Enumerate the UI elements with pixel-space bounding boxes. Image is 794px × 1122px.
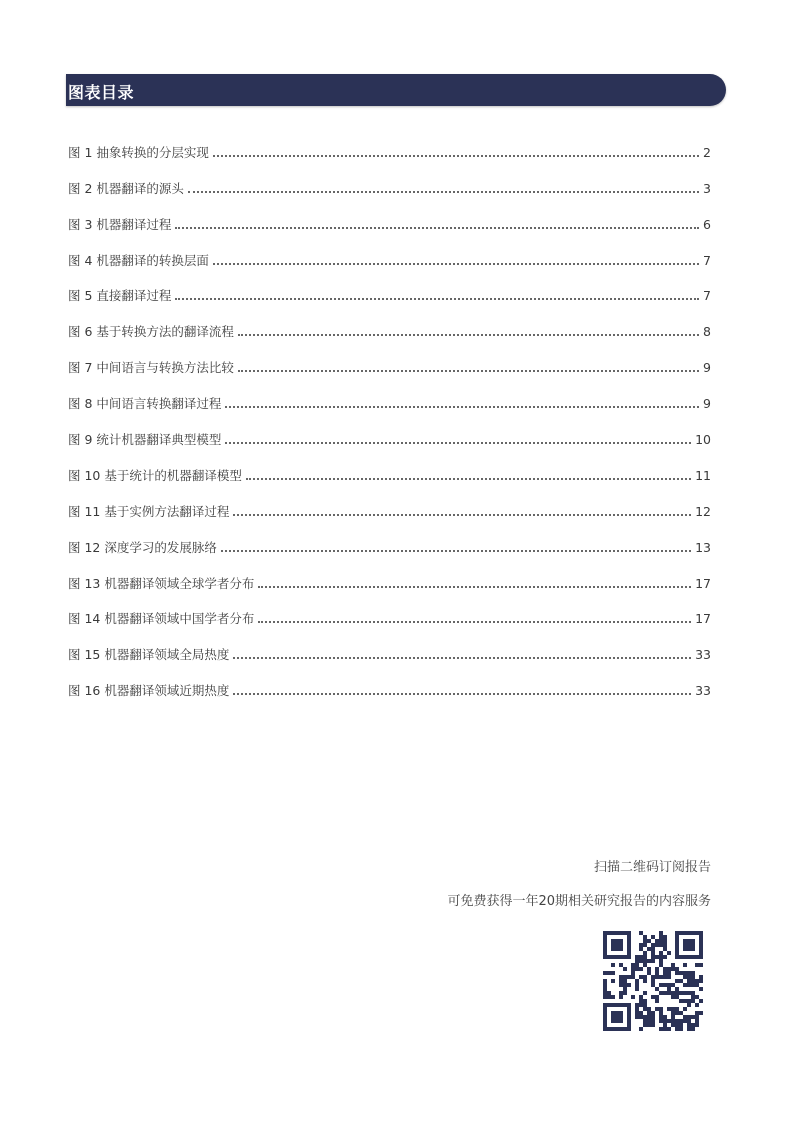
dot-leader [188, 191, 699, 193]
section-header-bar [66, 74, 726, 106]
toc-entry-page: 6 [703, 216, 711, 232]
toc-entry-page: 17 [695, 575, 711, 591]
toc-entry[interactable] [68, 272, 711, 308]
toc-entry[interactable] [68, 343, 711, 379]
toc-entry-label: 图 3 机器翻译过程 [68, 216, 172, 232]
toc-entry-page: 11 [695, 467, 711, 483]
toc-entry[interactable] [68, 559, 711, 595]
subscribe-benefit: 可免费获得一年20期相关研究报告的内容服务 [447, 894, 711, 909]
toc-entry-page: 3 [703, 180, 711, 196]
dot-leader [246, 478, 691, 480]
toc-entry-page: 17 [695, 611, 711, 627]
dot-leader [258, 586, 691, 588]
toc-entry-page: 8 [703, 324, 711, 340]
toc-entry-label: 图 1 抽象转换的分层实现 [68, 144, 209, 160]
toc-entry-label: 图 15 机器翻译领域全局热度 [68, 647, 230, 663]
toc-entry-label: 图 16 机器翻译领域近期热度 [68, 683, 230, 699]
toc-entry[interactable] [68, 200, 711, 236]
toc-entry[interactable] [68, 236, 711, 272]
toc-entry-label: 图 9 统计机器翻译典型模型 [68, 432, 222, 448]
dot-leader [258, 621, 691, 623]
toc-entry-page: 13 [695, 539, 711, 555]
toc-entry-page: 12 [695, 503, 711, 519]
dot-leader [233, 693, 691, 695]
dot-leader [225, 442, 691, 444]
toc-entry-page: 10 [695, 432, 711, 448]
toc-entry[interactable] [68, 666, 711, 702]
toc-entry[interactable] [68, 379, 711, 415]
toc-entry-page: 9 [703, 396, 711, 412]
dot-leader [213, 263, 699, 265]
dot-leader [225, 406, 699, 408]
toc-entry[interactable] [68, 523, 711, 559]
toc-entry-label: 图 6 基于转换方法的翻译流程 [68, 324, 234, 340]
toc-entry[interactable] [68, 630, 711, 666]
toc-entry[interactable] [68, 451, 711, 487]
toc-entry-label: 图 12 深度学习的发展脉络 [68, 539, 217, 555]
dot-leader [213, 155, 699, 157]
toc-entry[interactable] [68, 307, 711, 343]
toc-entry[interactable] [68, 595, 711, 631]
toc-entry-label: 图 13 机器翻译领域全球学者分布 [68, 575, 255, 591]
toc-entry-page: 9 [703, 360, 711, 376]
toc-entry-page: 7 [703, 252, 711, 268]
toc-entry-page: 33 [695, 647, 711, 663]
dot-leader [233, 514, 691, 516]
dot-leader [175, 298, 699, 300]
toc-entry[interactable] [68, 415, 711, 451]
toc-entry-label: 图 10 基于统计的机器翻译模型 [68, 467, 242, 483]
dot-leader [238, 370, 699, 372]
toc-entry[interactable] [68, 164, 711, 200]
toc-entry[interactable] [68, 128, 711, 164]
toc-entry-label: 图 2 机器翻译的源头 [68, 180, 184, 196]
toc-entry-label: 图 11 基于实例方法翻译过程 [68, 503, 230, 519]
dot-leader [238, 334, 699, 336]
toc-entry-page: 2 [703, 144, 711, 160]
dot-leader [175, 227, 699, 229]
toc-entry-label: 图 8 中间语言转换翻译过程 [68, 396, 222, 412]
toc-entry-label: 图 7 中间语言与转换方法比较 [68, 360, 234, 376]
dot-leader [233, 657, 691, 659]
subscribe-prompt: 扫描二维码订阅报告 [593, 860, 711, 875]
figure-index-list [68, 128, 711, 702]
toc-entry-label: 图 14 机器翻译领域中国学者分布 [68, 611, 255, 627]
toc-entry-page: 7 [703, 288, 711, 304]
dot-leader [221, 550, 691, 552]
toc-entry-page: 33 [695, 683, 711, 699]
toc-entry-label: 图 5 直接翻译过程 [68, 288, 172, 304]
qr-code-icon [603, 931, 703, 1031]
section-title: 图表目录 [68, 83, 135, 102]
toc-entry[interactable] [68, 487, 711, 523]
toc-entry-label: 图 4 机器翻译的转换层面 [68, 252, 209, 268]
